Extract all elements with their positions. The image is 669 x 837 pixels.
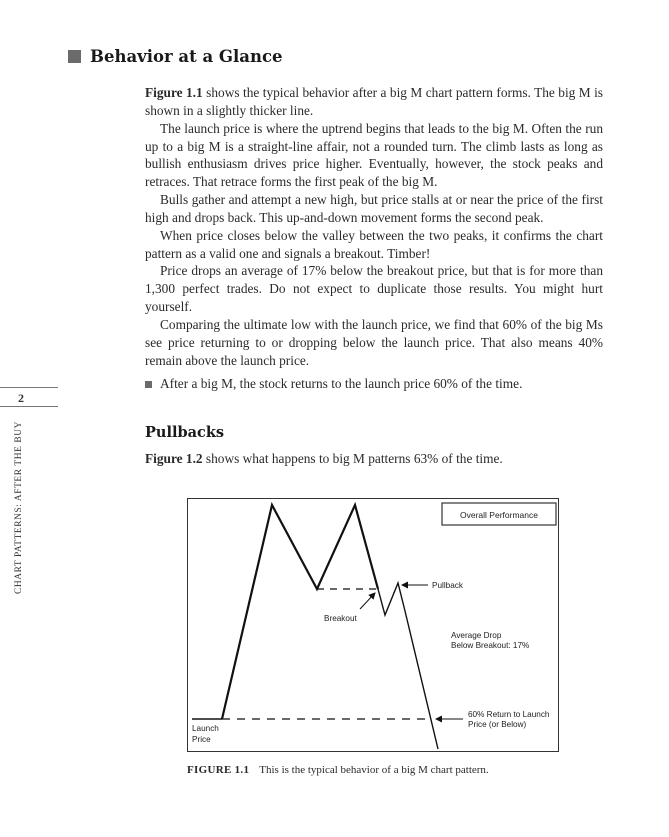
figure-caption-label: FIGURE 1.1 xyxy=(187,764,250,776)
figure-caption xyxy=(187,764,489,776)
pullback-label: Pullback xyxy=(432,581,463,590)
paragraph-3: Bulls gather and attempt a new high, but price stalls at or near the price of the first high and drops back. This up-and-down movement forms the second peak. xyxy=(145,192,603,225)
running-head: CHART PATTERNS: AFTER THE BUY xyxy=(14,421,24,594)
paragraph-4: When price closes below the valley between the two peaks, it confirms the chart pattern as a valid one and signals a breakout. Timber! xyxy=(145,227,603,261)
page-number-rule-top xyxy=(0,387,58,388)
launch-label-line2: Price xyxy=(192,735,211,744)
page-number-rule-bottom xyxy=(0,406,58,407)
post-breakout-line xyxy=(378,583,438,749)
big-m-line xyxy=(222,505,378,719)
figure-diagram xyxy=(187,498,559,752)
key-point-bullet xyxy=(145,376,522,392)
subsection-title: Pullbacks xyxy=(145,424,225,441)
return-label-line1: 60% Return to Launch xyxy=(468,710,550,719)
paragraph-6: Comparing the ultimate low with the launch price, we find that 60% of the big Ms see price returning to or dropping below the launch price. That also means 40% remain above the launch price. xyxy=(145,316,603,368)
breakout-label: Breakout xyxy=(324,614,357,623)
paragraph-5: Price drops an average of 17% below the breakout price, but that is for more than 1,300 perfect trades. Do not expect to duplicate those results. You might hurt yourself. xyxy=(145,263,603,315)
page-number: 2 xyxy=(18,391,24,405)
launch-label-line1: Launch xyxy=(192,724,219,733)
average-drop-label: Average Drop xyxy=(451,631,502,640)
section-title: Behavior at a Glance xyxy=(90,47,283,66)
body-text xyxy=(145,84,603,370)
return-label-line2: Price (or Below) xyxy=(468,720,527,729)
section-heading xyxy=(68,47,283,66)
subsection-intro: Figure 1.2 shows what happens to big M patterns 63% of the time. xyxy=(145,451,503,466)
figure-caption-text: This is the typical behavior of a big M chart pattern. xyxy=(259,764,489,776)
square-bullet-icon xyxy=(68,50,81,63)
paragraph-2: The launch price is where the uptrend begins that leads to the big M. Often the run up to a big M is a straight-line affair, not a rounded turn. The climb lasts as long as bullish enthusiasm drives price higher. Eventually, however, the stock peaks and retraces. That retrace forms the first peak of the big M. xyxy=(145,120,603,190)
big-m-diagram xyxy=(188,499,560,753)
paragraph-1: Figure 1.1 shows the typical behavior after a big M chart pattern forms. The big M is shown in a slightly thicker line. xyxy=(145,85,604,118)
breakout-arrow xyxy=(360,593,375,609)
bullet-square-icon xyxy=(145,381,152,388)
bullet-text: After a big M, the stock returns to the launch price 60% of the time. xyxy=(160,376,523,391)
legend-title: Overall Performance xyxy=(460,510,538,520)
average-drop-value: Below Breakout: 17% xyxy=(451,641,530,650)
figure-reference: Figure 1.2 xyxy=(145,451,203,466)
figure-reference: Figure 1.1 xyxy=(145,85,203,100)
